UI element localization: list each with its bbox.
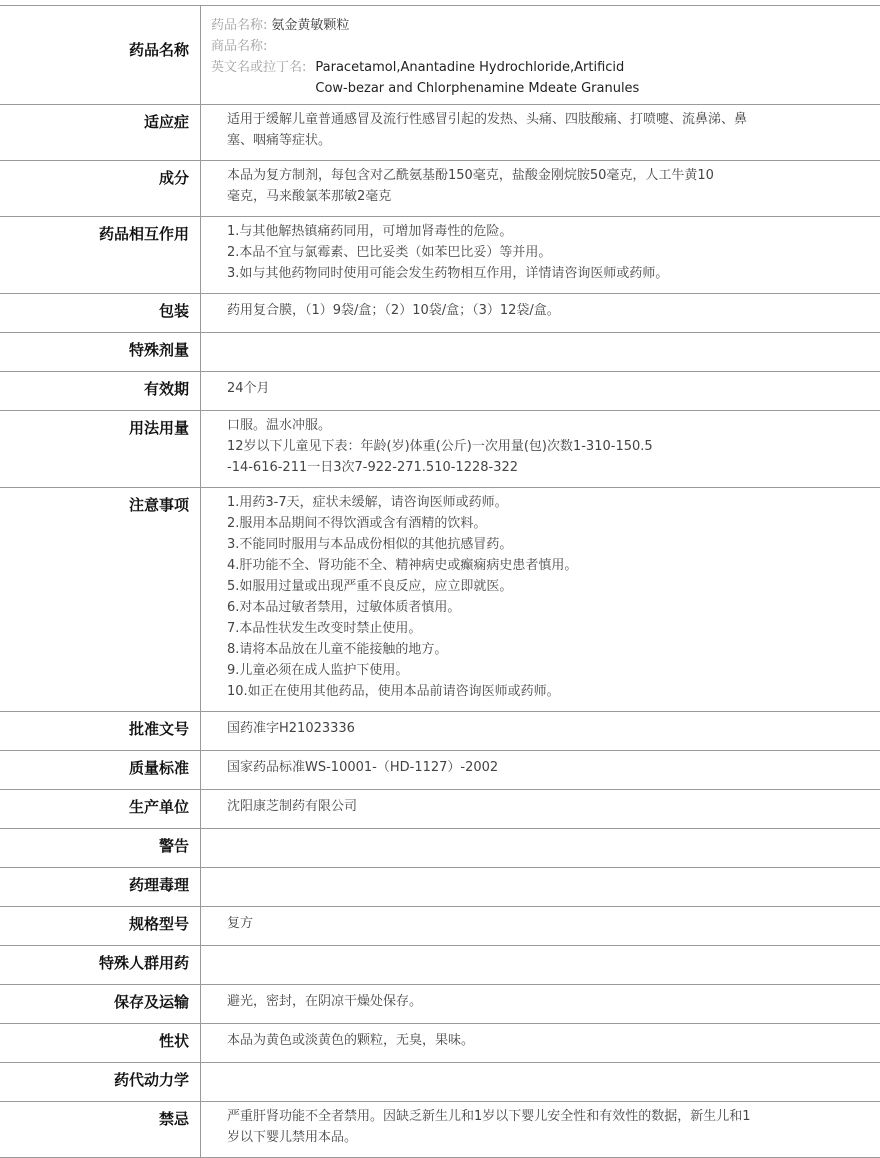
label-specification: 规格型号 bbox=[0, 907, 200, 934]
value-specification: 复方 bbox=[201, 907, 880, 946]
value-shelf-life: 24个月 bbox=[201, 372, 880, 411]
generic-name-key: 药品名称: bbox=[211, 15, 267, 36]
label-interactions: 药品相互作用 bbox=[0, 217, 200, 244]
english-name-key: 英文名或拉丁名: bbox=[211, 57, 306, 99]
text-line: 3.不能同时服用与本品成份相似的其他抗感冒药。 bbox=[227, 534, 800, 555]
label-drug-name: 药品名称 bbox=[0, 6, 200, 60]
row-toxicology bbox=[0, 868, 880, 907]
label-toxicology: 药理毒理 bbox=[0, 868, 200, 895]
label-approval-number: 批准文号 bbox=[0, 712, 200, 739]
value-quality-standard: 国家药品标准WS-10001-（HD-1127）-2002 bbox=[201, 751, 880, 790]
text-line: 2.服用本品期间不得饮酒或含有酒精的饮料。 bbox=[227, 513, 800, 534]
row-shelf-life bbox=[0, 372, 880, 411]
text-line: 8.请将本品放在儿童不能接触的地方。 bbox=[227, 639, 800, 660]
english-name-line-2: Cow-bezar and Chlorphenamine Mdeate Granules bbox=[315, 78, 639, 99]
value-toxicology bbox=[201, 868, 880, 907]
value-packaging: 药用复合膜，（1）9袋/盒；（2）10袋/盒；（3）12袋/盒。 bbox=[201, 294, 880, 333]
value-special-population bbox=[201, 946, 880, 985]
label-precautions: 注意事项 bbox=[0, 488, 200, 515]
text-line: 5.如服用过量或出现严重不良反应，应立即就医。 bbox=[227, 576, 800, 597]
label-usage: 用法用量 bbox=[0, 411, 200, 438]
generic-name-value: 氨金黄敏颗粒 bbox=[267, 15, 349, 36]
text-line: 12岁以下儿童见下表：年龄(岁)体重(公斤)一次用量(包)次数1-310-150.5 bbox=[227, 436, 800, 457]
value-storage: 避光，密封，在阴凉干燥处保存。 bbox=[201, 985, 880, 1024]
text-line: 6.对本品过敏者禁用，过敏体质者慎用。 bbox=[227, 597, 800, 618]
label-packaging: 包装 bbox=[0, 294, 200, 321]
label-pharmacokinetics: 药代动力学 bbox=[0, 1063, 200, 1090]
value-special-dose bbox=[201, 333, 880, 372]
drug-spec-table bbox=[0, 5, 880, 1158]
label-warning: 警告 bbox=[0, 829, 200, 856]
text-line: 7.本品性状发生改变时禁止使用。 bbox=[227, 618, 800, 639]
row-ingredients bbox=[0, 161, 880, 217]
value-appearance: 本品为黄色或淡黄色的颗粒，无臭，果味。 bbox=[201, 1024, 880, 1063]
trade-name-value bbox=[267, 36, 271, 57]
text-line: 塞、咽痛等症状。 bbox=[227, 130, 800, 151]
value-indications bbox=[201, 105, 880, 161]
text-line: 9.儿童必须在成人监护下使用。 bbox=[227, 660, 800, 681]
value-manufacturer: 沈阳康芝制药有限公司 bbox=[201, 790, 880, 829]
row-quality-standard bbox=[0, 751, 880, 790]
row-usage bbox=[0, 411, 880, 488]
label-indications: 适应症 bbox=[0, 105, 200, 132]
text-line: 严重肝肾功能不全者禁用。因缺乏新生儿和1岁以下婴儿安全性和有效性的数据，新生儿和1 bbox=[227, 1106, 800, 1127]
text-line: -14-616-211一日3次7-922-271.510-1228-322 bbox=[227, 457, 800, 478]
text-line: 岁以下婴儿禁用本品。 bbox=[227, 1127, 800, 1148]
row-approval-number bbox=[0, 712, 880, 751]
row-special-dose bbox=[0, 333, 880, 372]
value-ingredients bbox=[201, 161, 880, 217]
text-line: 2.本品不宜与氯霉素、巴比妥类（如苯巴比妥）等并用。 bbox=[227, 242, 800, 263]
text-line: 本品为复方制剂，每包含对乙酰氨基酚150毫克，盐酸金刚烷胺50毫克，人工牛黄10 bbox=[227, 165, 800, 186]
text-line: 1.用药3-7天，症状未缓解，请咨询医师或药师。 bbox=[227, 492, 800, 513]
label-special-population: 特殊人群用药 bbox=[0, 946, 200, 973]
text-line: 毫克，马来酸氯苯那敏2毫克 bbox=[227, 186, 800, 207]
row-special-population bbox=[0, 946, 880, 985]
label-quality-standard: 质量标准 bbox=[0, 751, 200, 778]
row-storage bbox=[0, 985, 880, 1024]
text-line: 3.如与其他药物同时使用可能会发生药物相互作用，详情请咨询医师或药师。 bbox=[227, 263, 800, 284]
row-manufacturer bbox=[0, 790, 880, 829]
label-shelf-life: 有效期 bbox=[0, 372, 200, 399]
value-usage bbox=[201, 411, 880, 488]
label-contraindications: 禁忌 bbox=[0, 1102, 200, 1129]
value-precautions bbox=[201, 488, 880, 712]
row-precautions bbox=[0, 488, 880, 712]
row-packaging bbox=[0, 294, 880, 333]
text-line: 口服。温水冲服。 bbox=[227, 415, 800, 436]
row-warning bbox=[0, 829, 880, 868]
label-ingredients: 成分 bbox=[0, 161, 200, 188]
drug-name-block bbox=[201, 6, 880, 99]
value-interactions bbox=[201, 217, 880, 294]
text-line: 1.与其他解热镇痛药同用，可增加肾毒性的危险。 bbox=[227, 221, 800, 242]
english-name-line-1: Paracetamol,Anantadine Hydrochloride,Artificid bbox=[315, 57, 639, 78]
text-line: 4.肝功能不全、肾功能不全、精神病史或癫痫病史患者慎用。 bbox=[227, 555, 800, 576]
row-drug-name bbox=[0, 6, 880, 105]
label-special-dose: 特殊剂量 bbox=[0, 333, 200, 360]
label-manufacturer: 生产单位 bbox=[0, 790, 200, 817]
text-line: 适用于缓解儿童普通感冒及流行性感冒引起的发热、头痛、四肢酸痛、打喷嚏、流鼻涕、鼻 bbox=[227, 109, 800, 130]
label-appearance: 性状 bbox=[0, 1024, 200, 1051]
label-storage: 保存及运输 bbox=[0, 985, 200, 1012]
row-interactions bbox=[0, 217, 880, 294]
row-indications bbox=[0, 105, 880, 161]
value-approval-number: 国药准字H21023336 bbox=[201, 712, 880, 751]
trade-name-key: 商品名称: bbox=[211, 36, 267, 57]
row-specification bbox=[0, 907, 880, 946]
text-line: 10.如正在使用其他药品，使用本品前请咨询医师或药师。 bbox=[227, 681, 800, 702]
value-warning bbox=[201, 829, 880, 868]
page-bottom-whitespace bbox=[0, 1056, 880, 1130]
